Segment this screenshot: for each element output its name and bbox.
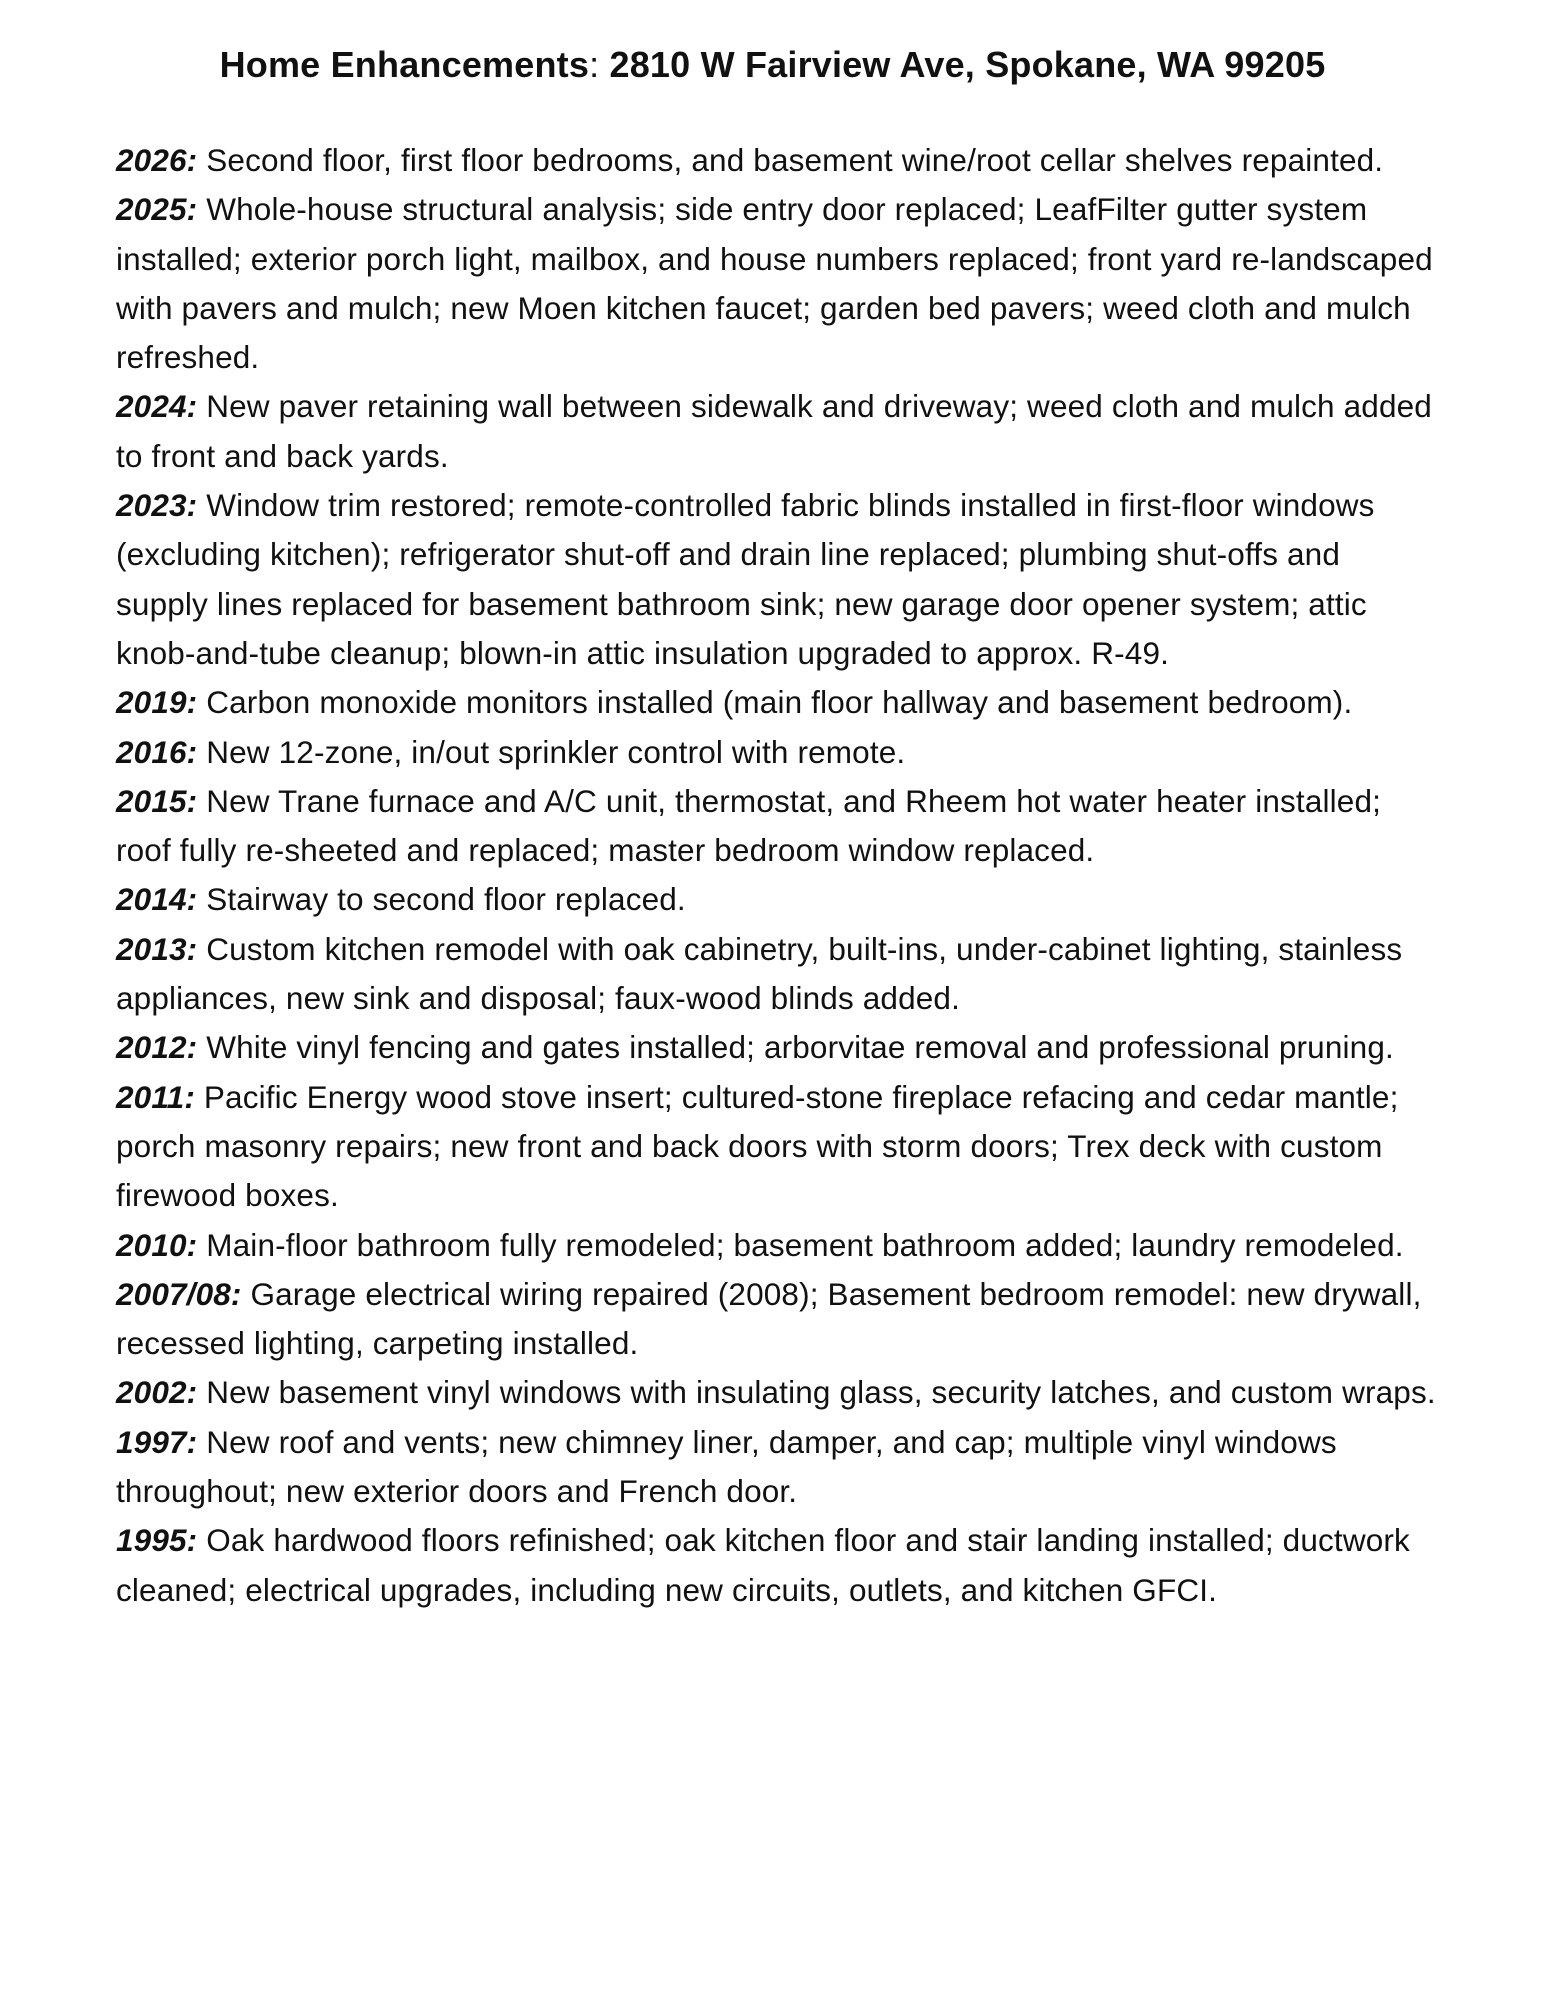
entry-text: Second floor, first floor bedrooms, and basement wine/root cellar shelves repainted. bbox=[206, 142, 1384, 178]
entry-2026 bbox=[116, 136, 1436, 185]
entry-text: Garage electrical wiring repaired (2008); Basement bedroom remodel: new drywall, recessed lighting, carpeting installed. bbox=[116, 1275, 1422, 1362]
entry-year: 2012: bbox=[116, 1029, 198, 1066]
entry-text: New roof and vents; new chimney liner, damper, and cap; multiple vinyl windows throughout; new exterior doors and French door. bbox=[116, 1423, 1337, 1510]
page-title bbox=[0, 40, 1545, 90]
entry-text: New Trane furnace and A/C unit, thermostat, and Rheem hot water heater installed; roof fully re-sheeted and replaced; master bedroom window replaced. bbox=[116, 782, 1382, 869]
entry-2019 bbox=[116, 678, 1436, 727]
entry-text: Custom kitchen remodel with oak cabinetry, built-ins, under-cabinet lighting, stainless appliances, new sink and disposal; faux-wood blinds added. bbox=[116, 930, 1403, 1017]
entry-2025 bbox=[116, 185, 1436, 382]
entry-2012 bbox=[116, 1023, 1436, 1072]
entry-year: 2016: bbox=[116, 733, 198, 770]
entry-2015 bbox=[116, 777, 1436, 876]
entry-text: New 12-zone, in/out sprinkler control with remote. bbox=[206, 733, 906, 770]
entry-year: 2023: bbox=[116, 487, 198, 524]
entry-year: 2025: bbox=[116, 191, 198, 228]
entry-year: 2019: bbox=[116, 684, 198, 721]
entry-text: Stairway to second floor replaced. bbox=[206, 881, 686, 918]
entry-year: 2002: bbox=[116, 1374, 198, 1411]
entry-2016 bbox=[116, 728, 1436, 777]
entry-year: 2024: bbox=[116, 388, 198, 425]
entry-text: Oak hardwood floors refinished; oak kitchen floor and stair landing installed; ductwork cleaned; electrical upgrades, including new circuits, outlets, and kitchen GFCI. bbox=[116, 1522, 1410, 1608]
entry-year: 2015: bbox=[116, 782, 198, 819]
entry-year: 2011: bbox=[116, 1078, 195, 1115]
enhancements-list bbox=[116, 136, 1436, 1615]
entry-2023 bbox=[116, 481, 1436, 678]
entry-2024 bbox=[116, 382, 1436, 481]
entry-text: New paver retaining wall between sidewalk and driveway; weed cloth and mulch added to front and back yards. bbox=[116, 388, 1432, 474]
entry-year: 1997: bbox=[116, 1423, 198, 1460]
entry-year: 1995: bbox=[116, 1522, 198, 1559]
entry-2013 bbox=[116, 925, 1436, 1024]
entry-2014 bbox=[116, 875, 1436, 924]
entry-text: Whole-house structural analysis; side entry door replaced; LeafFilter gutter system installed; exterior porch light, mailbox, and house numbers replaced; front yard re-landscaped with pavers and mulch; new Moen kitchen faucet; garden bed pavers; weed cloth and mulch refreshed. bbox=[116, 191, 1433, 376]
entry-year: 2014: bbox=[116, 881, 198, 918]
entry-1997 bbox=[116, 1418, 1436, 1517]
entry-year: 2013: bbox=[116, 930, 198, 967]
entry-2007-08 bbox=[116, 1270, 1436, 1369]
title-main: Home Enhancements bbox=[219, 44, 590, 85]
entry-text: Pacific Energy wood stove insert; cultured-stone fireplace refacing and cedar mantle; porch masonry repairs; new front and back doors with storm doors; Trex deck with custom firewood boxes. bbox=[116, 1078, 1399, 1214]
entry-text: Main-floor bathroom fully remodeled; basement bathroom added; laundry remodeled. bbox=[206, 1226, 1404, 1263]
entry-2010 bbox=[116, 1221, 1436, 1270]
title-separator: : bbox=[589, 44, 600, 85]
entry-2002 bbox=[116, 1368, 1436, 1417]
entry-year: 2010: bbox=[116, 1226, 198, 1263]
entry-2011 bbox=[116, 1073, 1436, 1221]
entry-text: Carbon monoxide monitors installed (main floor hallway and basement bedroom). bbox=[206, 684, 1353, 721]
entry-text: New basement vinyl windows with insulating glass, security latches, and custom wraps. bbox=[206, 1374, 1436, 1411]
entry-text: White vinyl fencing and gates installed; arborvitae removal and professional pruning. bbox=[206, 1029, 1394, 1066]
entry-1995 bbox=[116, 1516, 1436, 1615]
entry-year: 2026: bbox=[116, 142, 198, 178]
entry-text: Window trim restored; remote-controlled fabric blinds installed in first-floor windows (excluding kitchen); refrigerator shut-off and drain line replaced; plumbing shut-offs and supply lines replaced for basement bathroom sink; new garage door opener system; attic knob-and-tube cleanup; blown-in attic insulation upgraded to approx. R-49. bbox=[116, 487, 1375, 671]
title-address: 2810 W Fairview Ave, Spokane, WA 99205 bbox=[599, 44, 1326, 85]
entry-year: 2007/08: bbox=[116, 1275, 242, 1312]
